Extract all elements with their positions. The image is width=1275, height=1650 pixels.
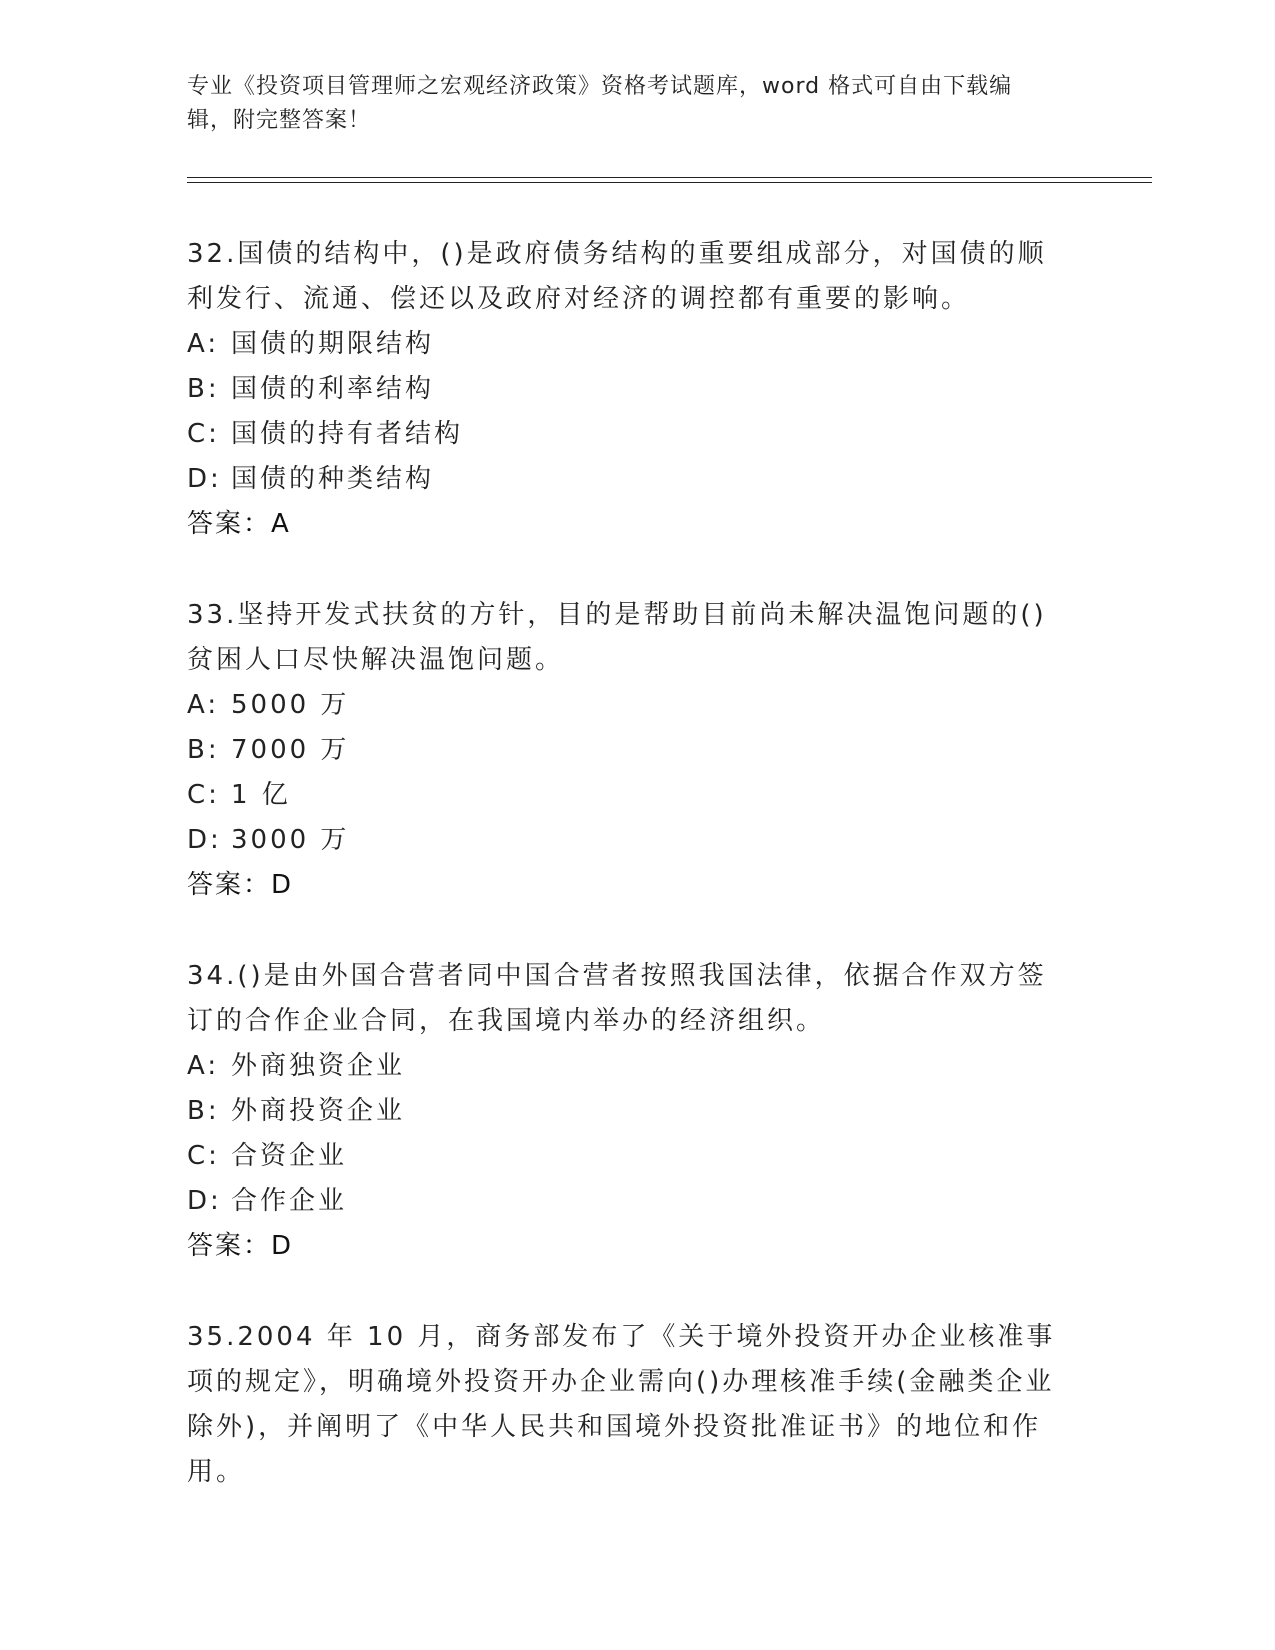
option-text: 外商投资企业 <box>231 1096 406 1126</box>
answer-label: 答案： <box>187 1231 272 1261</box>
option-d <box>187 818 1067 863</box>
header-title-line1: 专业《投资项目管理师之宏观经济政策》资格考试题库，word 格式可自由下载编 <box>187 74 1013 99</box>
answer-line <box>187 502 1067 547</box>
question-text: 33.坚持开发式扶贫的方针，目的是帮助目前尚未解决温饱问题的()贫困人口尽快解决温饱问题。 <box>187 600 1047 675</box>
option-key: A: <box>187 329 220 359</box>
option-text: 1 亿 <box>231 780 291 810</box>
option-key: C: <box>187 419 220 449</box>
answer-label: 答案： <box>187 870 272 900</box>
question-list <box>187 232 1067 1541</box>
answer-label: 答案： <box>187 509 272 539</box>
question-text: 35.2004 年 10 月，商务部发布了《关于境外投资开办企业核准事项的规定》，明确境外投资开办企业需向()办理核准手续(金融类企业除外)，并阐明了《中华人民共和国境外投资批准证书》的地位和作用。 <box>187 1322 1056 1487</box>
option-key: B: <box>187 374 220 404</box>
option-c <box>187 773 1067 818</box>
answer-value: D <box>271 1231 294 1261</box>
document-header <box>187 70 1067 138</box>
option-key: A: <box>187 690 220 720</box>
question-text: 34.()是由外国合营者同中国合营者按照我国法律，依据合作双方签订的合作企业合同，在我国境内举办的经济组织。 <box>187 961 1047 1036</box>
answer-line <box>187 1224 1067 1269</box>
option-text: 外商独资企业 <box>231 1051 406 1081</box>
question-item <box>187 954 1067 1269</box>
option-key: C: <box>187 780 220 810</box>
option-key: C: <box>187 1141 220 1171</box>
option-d <box>187 457 1067 502</box>
option-text: 国债的期限结构 <box>231 329 435 359</box>
option-c <box>187 1134 1067 1179</box>
option-text: 国债的种类结构 <box>231 464 435 494</box>
option-key: A: <box>187 1051 220 1081</box>
header-rule-top <box>187 177 1152 178</box>
option-key: D: <box>187 825 222 855</box>
option-a <box>187 683 1067 728</box>
option-key: B: <box>187 735 220 765</box>
option-b <box>187 1089 1067 1134</box>
option-text: 7000 万 <box>231 735 350 765</box>
option-a <box>187 1044 1067 1089</box>
option-text: 国债的利率结构 <box>231 374 435 404</box>
option-text: 合作企业 <box>231 1186 348 1216</box>
question-item <box>187 1315 1067 1495</box>
option-c <box>187 412 1067 457</box>
question-item <box>187 232 1067 547</box>
option-text: 国债的持有者结构 <box>231 419 464 449</box>
option-text: 合资企业 <box>231 1141 348 1171</box>
option-d <box>187 1179 1067 1224</box>
option-text: 3000 万 <box>231 825 350 855</box>
option-key: D: <box>187 1186 222 1216</box>
question-text: 32.国债的结构中，()是政府债务结构的重要组成部分，对国债的顺利发行、流通、偿还以及政府对经济的调控都有重要的影响。 <box>187 239 1047 314</box>
option-b <box>187 367 1067 412</box>
answer-line <box>187 863 1067 908</box>
option-key: B: <box>187 1096 220 1126</box>
option-b <box>187 728 1067 773</box>
option-key: D: <box>187 464 222 494</box>
answer-value: D <box>271 870 294 900</box>
header-rule-bottom <box>187 182 1152 183</box>
option-text: 5000 万 <box>231 690 350 720</box>
header-title-line2: 辑，附完整答案！ <box>187 108 372 133</box>
option-a <box>187 322 1067 367</box>
answer-value: A <box>271 509 291 539</box>
question-item <box>187 593 1067 908</box>
